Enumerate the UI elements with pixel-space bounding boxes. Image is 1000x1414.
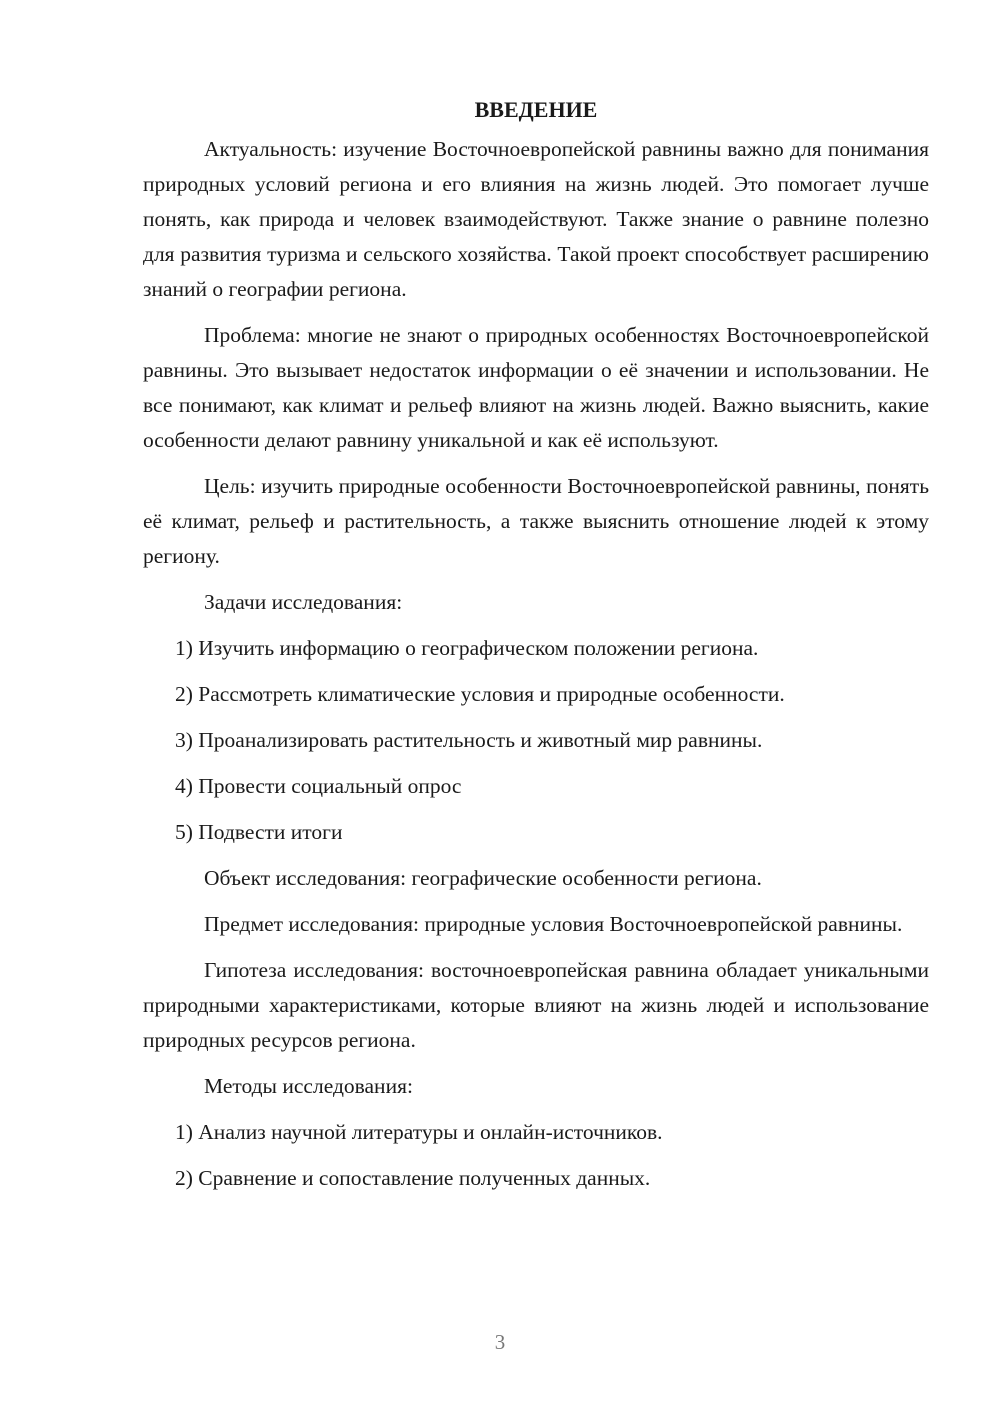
page-number: 3 bbox=[494, 1330, 506, 1354]
list-item: 3) Проанализировать растительность и животный мир равнины. bbox=[175, 728, 763, 752]
list-item: 1) Изучить информацию о географическом положении региона. bbox=[175, 636, 759, 660]
list-item: 4) Провести социальный опрос bbox=[175, 774, 462, 798]
methods-label: Методы исследования: bbox=[204, 1074, 413, 1098]
list-item: 2) Рассмотреть климатические условия и природные особенности. bbox=[175, 682, 785, 706]
list-item: 1) Анализ научной литературы и онлайн-источников. bbox=[175, 1120, 663, 1144]
hypothesis-paragraph: Гипотеза исследования: восточноевропейская равнина обладает уникальными природными характеристиками, которые влияют на жизнь людей и использование природных ресурсов региона. bbox=[143, 958, 929, 1052]
list-item: 5) Подвести итоги bbox=[175, 820, 343, 844]
tasks-list bbox=[143, 631, 929, 850]
methods-list bbox=[143, 1115, 929, 1196]
page-title: ВВЕДЕНИЕ bbox=[474, 97, 598, 122]
document-page bbox=[143, 92, 929, 1207]
relevance-paragraph: Актуальность: изучение Восточноевропейской равнины важно для понимания природных условий региона и его влияния на жизнь людей. Это помогает лучше понять, как природа и человек взаимодействуют. Также знание о равнине полезно для развития туризма и сельского хозяйства. Такой проект способствует расширению знаний о географии региона. bbox=[143, 137, 929, 301]
goal-paragraph: Цель: изучить природные особенности Восточноевропейской равнины, понять её климат, рельеф и растительность, а также выяснить отношение людей к этому региону. bbox=[143, 474, 929, 568]
object-paragraph: Объект исследования: географические особенности региона. bbox=[204, 866, 762, 890]
tasks-label: Задачи исследования: bbox=[204, 590, 403, 614]
list-item: 2) Сравнение и сопоставление полученных данных. bbox=[175, 1166, 651, 1190]
problem-paragraph: Проблема: многие не знают о природных особенностях Восточноевропейской равнины. Это вызывает недостаток информации о её значении и использовании. Не все понимают, как климат и рельеф влияют на жизнь людей. Важно выяснить, какие особенности делают равнину уникальной и как её используют. bbox=[143, 323, 929, 452]
subject-paragraph: Предмет исследования: природные условия Восточноевропейской равнины. bbox=[204, 912, 903, 936]
